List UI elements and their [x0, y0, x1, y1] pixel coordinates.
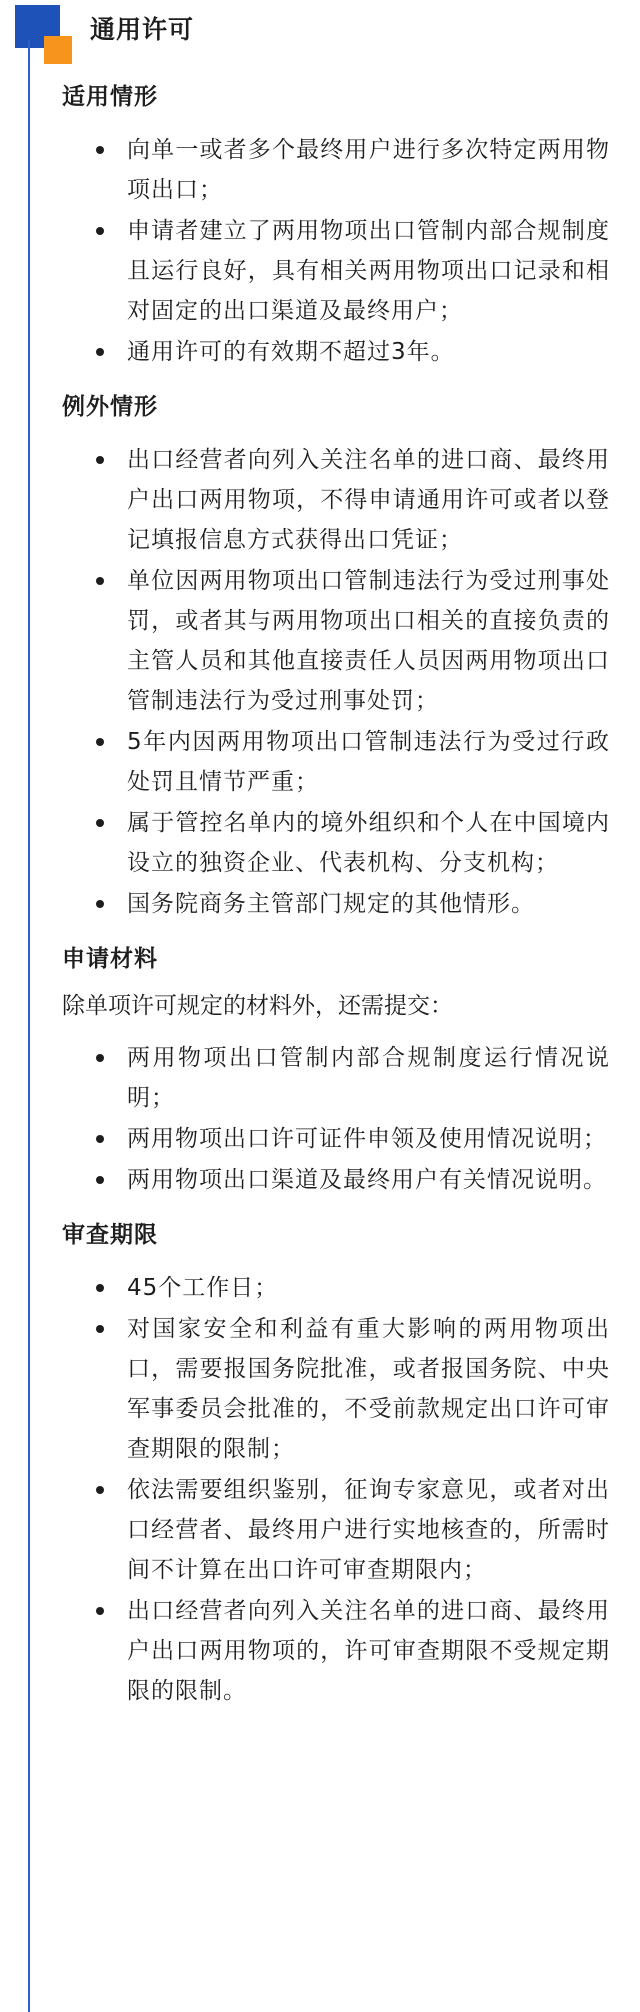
list-item: [62, 1470, 610, 1590]
list-item: [62, 1309, 610, 1469]
bullet-dot-icon: [96, 1607, 104, 1615]
section-title: 适用情形: [62, 84, 158, 110]
list-item: [62, 211, 610, 331]
bullet-dot-icon: [96, 900, 104, 908]
section-title: 审查期限: [62, 1222, 158, 1248]
list-item-text: 出口经营者向列入关注名单的进口商、最终用户出口两用物项的，许可审查期限不受规定期限的限制。: [127, 1598, 610, 1704]
list-item: [62, 803, 610, 883]
bullet-list: [62, 130, 610, 372]
list-item: [62, 561, 610, 721]
section-exceptions: [62, 390, 610, 924]
list-item: [62, 884, 610, 924]
list-item: [62, 1268, 610, 1308]
list-item: [62, 1591, 610, 1711]
left-rail-divider: [28, 40, 30, 2012]
bullet-dot-icon: [96, 1325, 104, 1333]
bullet-dot-icon: [96, 577, 104, 585]
list-item-text: 向单一或者多个最终用户进行多次特定两用物项出口；: [127, 137, 610, 203]
bullet-dot-icon: [96, 738, 104, 746]
list-item-text: 两用物项出口渠道及最终用户有关情况说明。: [127, 1167, 607, 1193]
list-item-text: 两用物项出口许可证件申领及使用情况说明；: [127, 1126, 607, 1152]
list-item-text: 申请者建立了两用物项出口管制内部合规制度且运行良好，具有相关两用物项出口记录和相对固定的出口渠道及最终用户；: [127, 218, 610, 324]
list-item-text: 通用许可的有效期不超过3年。: [127, 339, 455, 365]
list-item: [62, 440, 610, 560]
bullet-list: [62, 1268, 610, 1711]
section-intro: 除单项许可规定的材料外，还需提交：: [62, 993, 453, 1019]
list-item: [62, 1119, 610, 1159]
section-title: 例外情形: [62, 394, 158, 420]
bullet-dot-icon: [96, 1284, 104, 1292]
section-application-materials: [62, 942, 610, 1200]
page-title: 通用许可: [90, 15, 195, 44]
list-item-text: 单位因两用物项出口管制违法行为受过刑事处罚，或者其与两用物项出口相关的直接负责的主管人员和其他直接责任人员因两用物项出口管制违法行为受过刑事处罚；: [127, 568, 610, 714]
list-item: [62, 332, 610, 372]
section-review-period: [62, 1218, 610, 1711]
bullet-dot-icon: [96, 819, 104, 827]
list-item-text: 依法需要组织鉴别，征询专家意见，或者对出口经营者、最终用户进行实地核查的，所需时间不计算在出口许可审查期限内；: [127, 1477, 610, 1583]
list-item-text: 45个工作日；: [127, 1275, 279, 1301]
list-item-text: 出口经营者向列入关注名单的进口商、最终用户出口两用物项，不得申请通用许可或者以登记填报信息方式获得出口凭证；: [127, 447, 610, 553]
bullet-list: [62, 440, 610, 924]
content-body: [62, 80, 610, 1729]
bullet-dot-icon: [96, 1054, 104, 1062]
logo-mark: [0, 0, 64, 64]
bullet-dot-icon: [96, 146, 104, 154]
list-item-text: 对国家安全和利益有重大影响的两用物项出口，需要报国务院批准，或者报国务院、中央军事委员会批准的，不受前款规定出口许可审查期限的限制；: [127, 1316, 610, 1462]
bullet-dot-icon: [96, 1486, 104, 1494]
list-item: [62, 130, 610, 210]
list-item: [62, 1038, 610, 1118]
bullet-dot-icon: [96, 1135, 104, 1143]
bullet-dot-icon: [96, 456, 104, 464]
list-item: [62, 1160, 610, 1200]
list-item-text: 国务院商务主管部门规定的其他情形。: [127, 891, 535, 917]
list-item-text: 属于管控名单内的境外组织和个人在中国境内设立的独资企业、代表机构、分支机构；: [127, 810, 610, 876]
section-applicable-cases: [62, 80, 610, 372]
bullet-dot-icon: [96, 227, 104, 235]
bullet-dot-icon: [96, 348, 104, 356]
logo-square-orange: [44, 36, 72, 64]
bullet-dot-icon: [96, 1176, 104, 1184]
list-item: [62, 722, 610, 802]
bullet-list: [62, 1038, 610, 1200]
list-item-text: 两用物项出口管制内部合规制度运行情况说明；: [127, 1045, 610, 1111]
section-title: 申请材料: [62, 946, 158, 972]
list-item-text: 5年内因两用物项出口管制违法行为受过行政处罚且情节严重；: [127, 729, 610, 795]
